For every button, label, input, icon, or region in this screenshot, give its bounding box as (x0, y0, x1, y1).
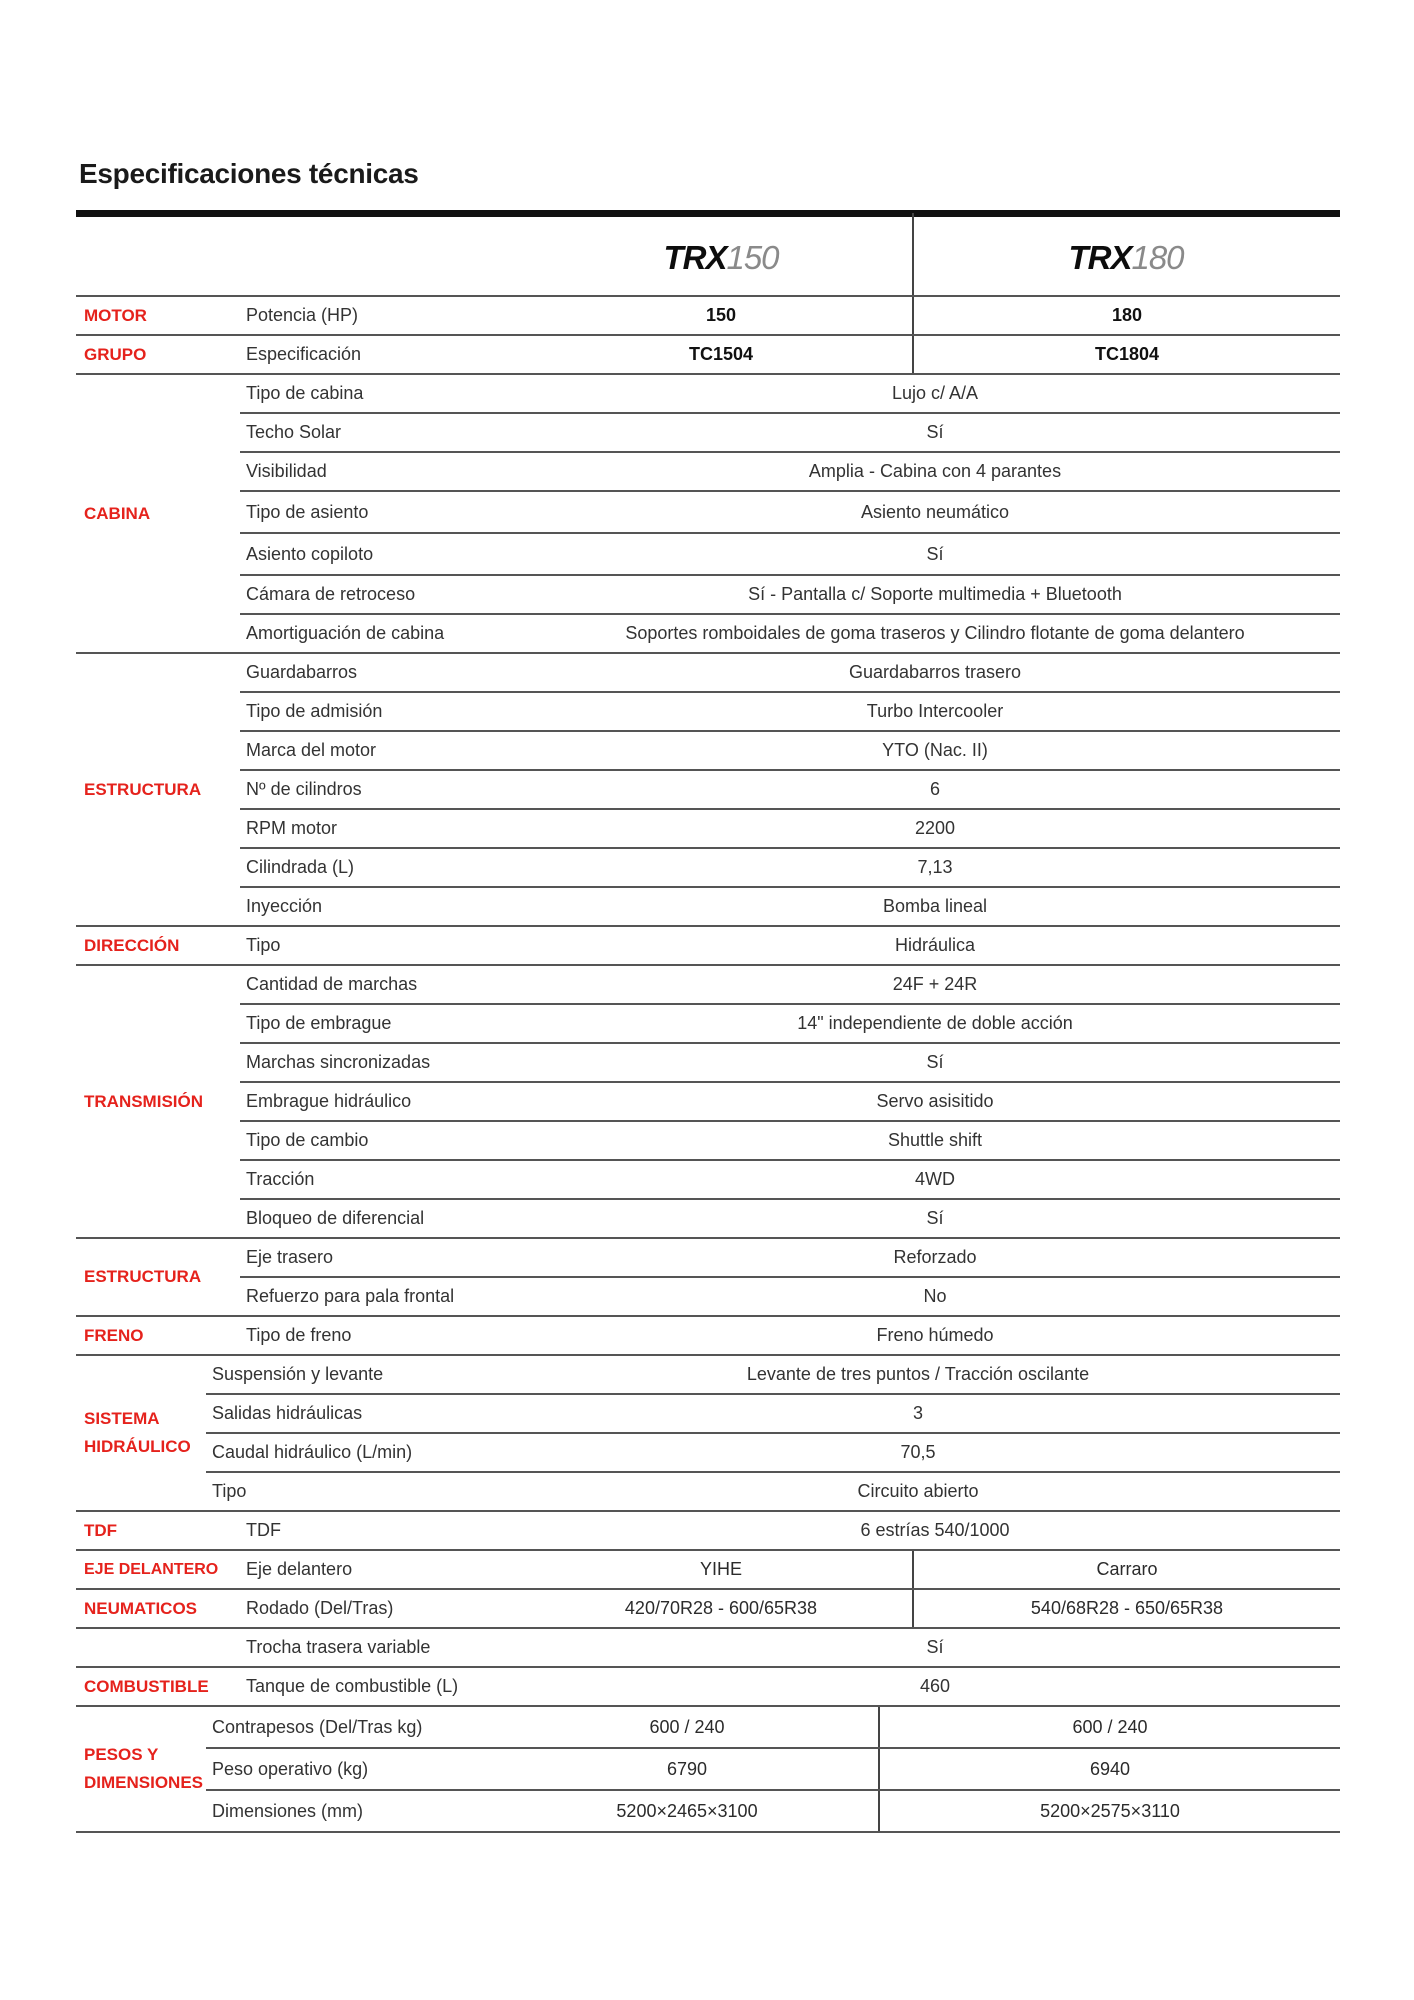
spec-label: Especificación (246, 344, 362, 364)
category-label: EJE DELANTERO (84, 1560, 219, 1578)
page-title: Especificaciones técnicas (79, 158, 419, 189)
spec-label: Bloqueo de diferencial (246, 1208, 425, 1228)
spec-row (240, 492, 1340, 534)
spec-group (76, 966, 1340, 1239)
spec-group (76, 375, 1340, 654)
category-label: TRANSMISIÓN (84, 1091, 203, 1111)
spec-label: Tanque de combustible (L) (246, 1676, 459, 1696)
category-label: TDF (84, 1520, 118, 1540)
spec-row (240, 534, 1340, 576)
value-shared: Guardabarros trasero (848, 662, 1022, 682)
spec-group (76, 1590, 1340, 1629)
spec-row (206, 1395, 1340, 1434)
spec-label: Contrapesos (Del/Tras kg) (212, 1716, 423, 1737)
spec-row (240, 1317, 1340, 1354)
value-shared: 3 (912, 1403, 923, 1423)
spec-label: Tipo de cabina (246, 383, 364, 403)
value-trx180: Carraro (1096, 1559, 1158, 1579)
category-label: CABINA (84, 503, 151, 523)
spec-row (206, 1707, 1340, 1749)
spec-label: Techo Solar (246, 422, 342, 442)
spec-label: Peso operativo (kg) (212, 1758, 369, 1779)
value-shared: 7,13 (917, 857, 953, 877)
spec-label: Tipo de cambio (246, 1130, 369, 1150)
spec-row (240, 414, 1340, 453)
spec-row (240, 1512, 1340, 1549)
spec-row (240, 810, 1340, 849)
spec-group (76, 297, 1340, 336)
category-label: ESTRUCTURA (84, 779, 202, 799)
spec-row (240, 1161, 1340, 1200)
spec-group (76, 1668, 1340, 1707)
spec-row (240, 732, 1340, 771)
title-rule (76, 210, 1340, 217)
spec-row (240, 1005, 1340, 1044)
spec-row (240, 1239, 1340, 1278)
category-label: PESOS Y DIMENSIONES (84, 1745, 204, 1792)
spec-label: Cantidad de marchas (246, 974, 418, 994)
value-trx180: 180 (1111, 305, 1143, 325)
value-shared: Shuttle shift (887, 1130, 983, 1150)
spec-label: Marchas sincronizadas (246, 1052, 431, 1072)
value-shared: Sí (926, 422, 944, 442)
spec-label: Tipo de freno (246, 1325, 352, 1345)
value-trx180: 600 / 240 (1072, 1716, 1148, 1737)
spec-label: Tipo (246, 935, 281, 955)
value-shared: 460 (919, 1676, 951, 1696)
spec-label: Embrague hidráulico (246, 1091, 412, 1111)
value-shared: Amplia - Cabina con 4 parantes (808, 461, 1062, 481)
spec-group (76, 654, 1340, 927)
spec-label: Guardabarros (246, 662, 358, 682)
spec-row (240, 771, 1340, 810)
model-prefix: TRX (1068, 239, 1132, 276)
value-shared: YTO (Nac. II) (882, 740, 988, 760)
spec-row (240, 693, 1340, 732)
value-shared: 6 estrías 540/1000 (860, 1520, 1010, 1540)
spec-label: Caudal hidráulico (L/min) (212, 1442, 413, 1462)
spec-label: Eje delantero (246, 1559, 353, 1579)
value-shared: Sí (926, 1208, 944, 1228)
value-shared: 6 (929, 779, 940, 799)
value-trx150: 420/70R28 - 600/65R38 (530, 1590, 914, 1627)
spec-row (240, 576, 1340, 615)
value-shared: Levante de tres puntos / Tracción oscilante (746, 1364, 1090, 1384)
value-shared: Circuito abierto (857, 1481, 979, 1501)
value-trx150: 600 / 240 (496, 1707, 880, 1747)
category-label: SISTEMA HIDRÁULICO (84, 1409, 191, 1456)
value-shared: Sí (926, 543, 944, 564)
value-shared: Sí - Pantalla c/ Soporte multimedia + Bluetooth (748, 584, 1122, 604)
spec-label: Trocha trasera variable (246, 1637, 431, 1657)
spec-row (240, 1200, 1340, 1237)
spec-label: Cilindrada (L) (246, 857, 355, 877)
spec-row (240, 1278, 1340, 1315)
category-label: COMBUSTIBLE (84, 1676, 209, 1696)
spec-table (76, 217, 1340, 1833)
spec-group (76, 336, 1340, 375)
value-shared: Lujo c/ A/A (891, 383, 979, 403)
spec-row (240, 1044, 1340, 1083)
spec-label: Visibilidad (246, 461, 327, 481)
category-label: ESTRUCTURA (84, 1267, 202, 1286)
spec-row (240, 1590, 1340, 1627)
spec-label: TDF (246, 1520, 281, 1540)
spec-label: Nº de cilindros (246, 779, 362, 799)
spec-label: Potencia (HP) (246, 305, 359, 325)
spec-label: RPM motor (246, 818, 338, 838)
value-shared: Bomba lineal (882, 896, 988, 916)
value-trx150: YIHE (530, 1551, 914, 1588)
spec-label: Inyección (246, 896, 323, 916)
spec-row (240, 888, 1340, 925)
spec-row (240, 1083, 1340, 1122)
spec-group (76, 1239, 1340, 1317)
value-shared: Sí (926, 1637, 944, 1657)
spec-row (240, 1122, 1340, 1161)
model-number: 180 (1131, 239, 1184, 276)
spec-row (240, 615, 1340, 652)
spec-label: Tipo de asiento (246, 501, 369, 522)
spec-label: Dimensiones (mm) (212, 1800, 364, 1821)
category-label: MOTOR (84, 305, 147, 325)
value-shared: Hidráulica (894, 935, 976, 955)
value-trx150: 150 (530, 297, 914, 334)
spec-label: Eje trasero (246, 1247, 334, 1267)
spec-group (76, 1551, 1340, 1590)
value-trx180: TC1804 (1094, 344, 1160, 364)
spec-group (76, 1512, 1340, 1551)
spec-label: Tracción (246, 1169, 315, 1189)
value-shared: Sí (926, 1052, 944, 1072)
model-number: 150 (726, 239, 779, 276)
column-divider (912, 213, 914, 295)
spec-row (206, 1473, 1340, 1510)
category-label (76, 1629, 240, 1666)
value-trx180: 5200×2575×3110 (1040, 1800, 1180, 1821)
category-label: FRENO (84, 1325, 144, 1345)
spec-group (76, 1317, 1340, 1356)
spec-group (76, 1356, 1340, 1512)
spec-label: Salidas hidráulicas (212, 1403, 363, 1423)
spec-row (240, 375, 1340, 414)
category-label: GRUPO (84, 344, 147, 364)
spec-row (206, 1791, 1340, 1831)
spec-row (206, 1434, 1340, 1473)
value-trx150: 5200×2465×3100 (496, 1791, 880, 1831)
spec-group (76, 927, 1340, 966)
spec-row (240, 966, 1340, 1005)
spec-label: Amortiguación de cabina (246, 623, 445, 643)
spec-label: Tipo (212, 1481, 247, 1501)
spec-row (240, 849, 1340, 888)
value-shared: Servo asisitido (876, 1091, 994, 1111)
spec-group (76, 1707, 1340, 1833)
value-trx150: TC1504 (530, 336, 914, 373)
model-header-trx180 (912, 239, 1340, 277)
value-trx180: 6940 (1089, 1758, 1131, 1779)
value-shared: 70,5 (900, 1442, 936, 1462)
spec-row (240, 654, 1340, 693)
spec-label: Asiento copiloto (246, 543, 374, 564)
table-header (76, 217, 1340, 297)
value-shared: Asiento neumático (860, 501, 1010, 522)
value-trx150: 6790 (496, 1749, 880, 1789)
spec-label: Refuerzo para pala frontal (246, 1286, 455, 1306)
spec-row (240, 453, 1340, 492)
spec-row (206, 1749, 1340, 1791)
value-shared: Reforzado (893, 1247, 977, 1267)
spec-label: Suspensión y levante (212, 1364, 384, 1384)
spec-label: Cámara de retroceso (246, 584, 416, 604)
spec-row (240, 336, 1340, 373)
value-shared: 24F + 24R (892, 974, 978, 994)
spec-row (240, 1551, 1340, 1588)
spec-row (240, 1668, 1340, 1705)
spec-label: Rodado (Del/Tras) (246, 1598, 394, 1618)
category-label: NEUMATICOS (84, 1598, 198, 1618)
model-header-trx150 (530, 239, 912, 277)
value-shared: Turbo Intercooler (866, 701, 1004, 721)
spec-row (240, 1629, 1340, 1666)
spec-label: Tipo de embrague (246, 1013, 392, 1033)
value-trx180: 540/68R28 - 650/65R38 (1030, 1598, 1224, 1618)
value-shared: Freno húmedo (876, 1325, 994, 1345)
spec-label: Marca del motor (246, 740, 377, 760)
value-shared: 4WD (915, 1169, 955, 1189)
value-shared: Soportes romboidales de goma traseros y Cilindro flotante de goma delantero (625, 623, 1245, 643)
spec-row (240, 297, 1340, 334)
spec-row (240, 927, 1340, 964)
value-shared: 2200 (914, 818, 956, 838)
value-shared: 14" independiente de doble acción (797, 1013, 1073, 1033)
spec-row (206, 1356, 1340, 1395)
value-shared: No (923, 1286, 947, 1306)
model-prefix: TRX (663, 239, 727, 276)
category-label: DIRECCIÓN (84, 935, 180, 955)
spec-label: Tipo de admisión (246, 701, 383, 721)
spec-group (76, 1629, 1340, 1668)
